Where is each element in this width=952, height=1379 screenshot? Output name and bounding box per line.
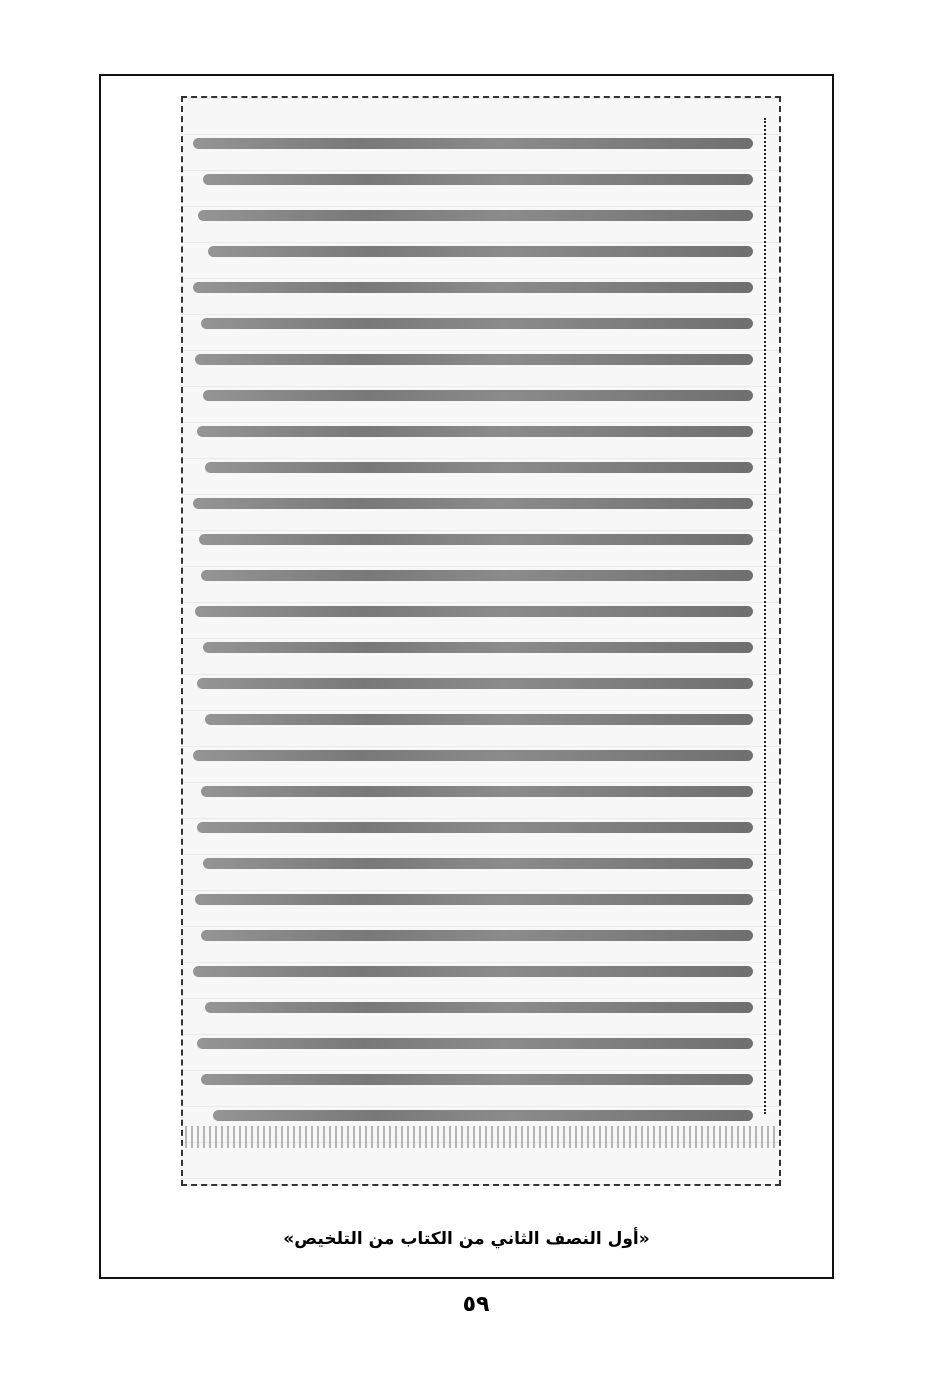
caption: «أول النصف الثاني من الكتاب من التلخيص» [283, 1229, 650, 1249]
page-frame [99, 74, 834, 1279]
manuscript-image [181, 96, 781, 1186]
page-number: ٥٩ [462, 1292, 490, 1317]
handwritten-text-block [183, 98, 779, 1184]
manuscript-bottom-edge [185, 1126, 777, 1148]
margin-rule [764, 118, 769, 1114]
